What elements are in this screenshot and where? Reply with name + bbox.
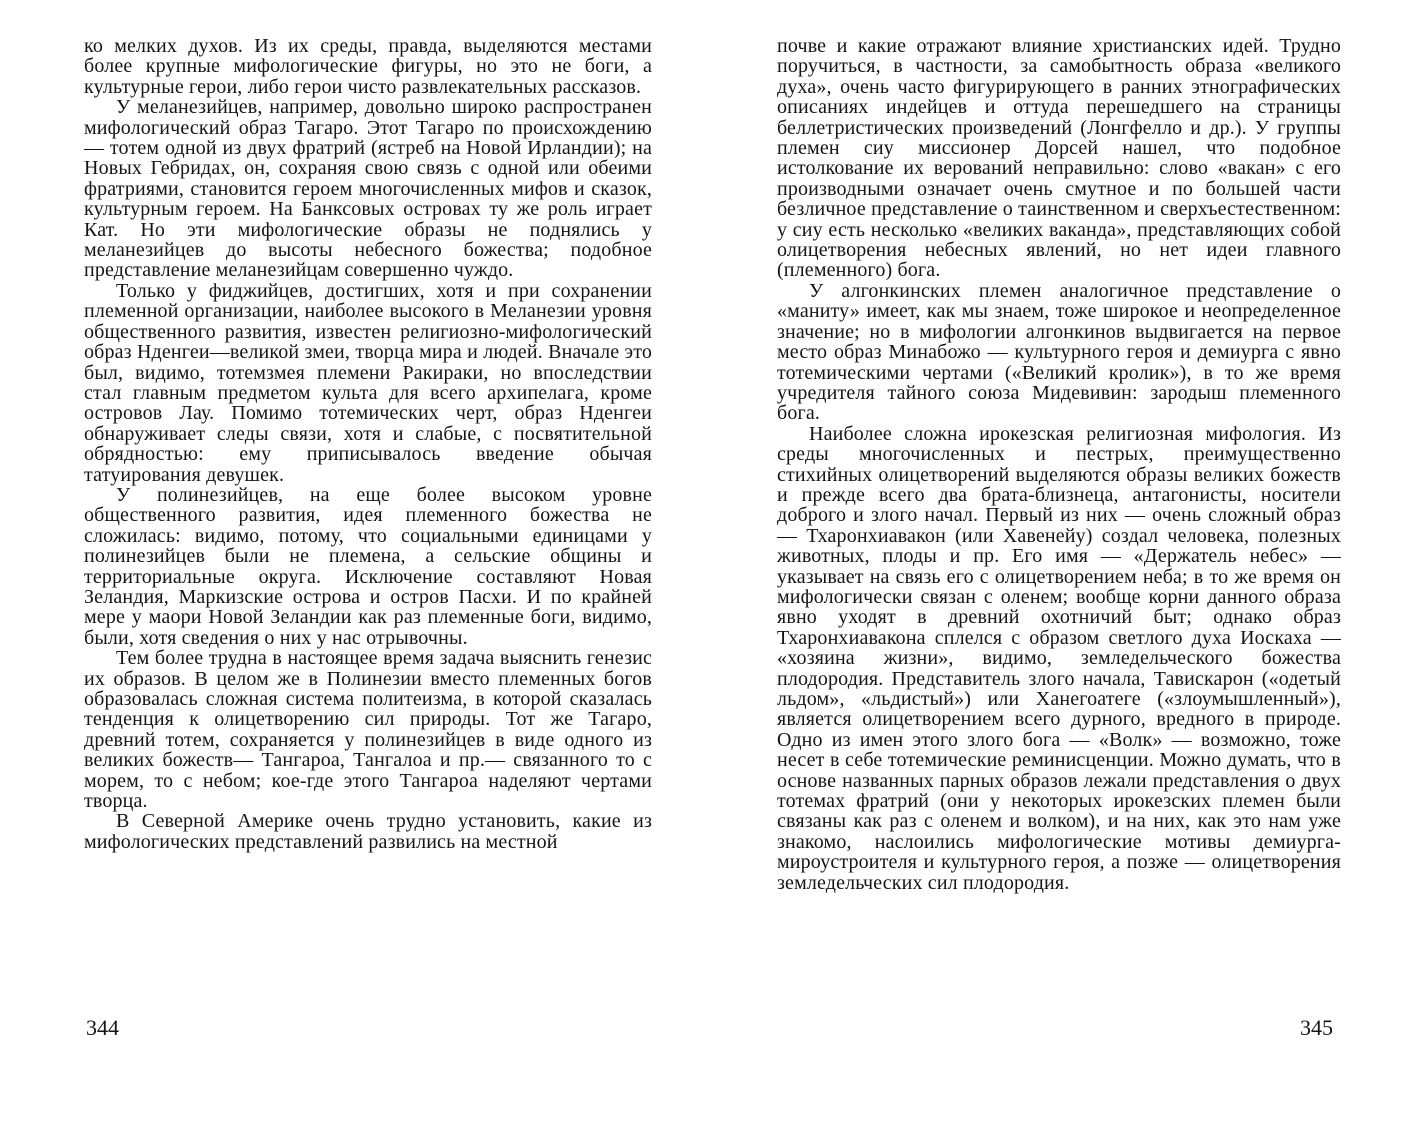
paragraph: Только у фиджийцев, достигших, хотя и при сохранении племенной организации, наиболее высокого в Меланезии уровня общественного развития, известен религиозно-мифологический образ Нденгеи—великой змеи, творца мира и людей. Вначале это был, видимо, тотемзмея племени Ракираки, но впоследствии стал главным предметом культа для всего архипелага, кроме островов Лау. Помимо тотемических черт, образ Нденгеи обнаруживает следы связи, хотя и слабые, с посвятительной обрядностью: ему приписывалось введение обычая татуирования девушек.: [84, 279, 652, 486]
paragraph: ко мелких духов. Из их среды, правда, выделяются местами более крупные мифологические фигуры, но это не боги, а культурные герои, либо герои чисто развлекательных рассказов.: [84, 35, 652, 98]
right-page-text: [777, 36, 1341, 893]
left-page-text: [84, 36, 652, 852]
paragraph: почве и какие отражают влияние христианских идей. Трудно поручиться, в частности, за самобытность образа «великого духа», очень часто фигурирующего в ранних этнографических описаниях индейцев и оттуда перешедшего на страницы беллетристических произведений (Лонгфелло и др.). У группы племен сиу миссионер Дорсей нашел, что подобное истолкование их верований неправильно: слово «вакан» с его производными означает очень смутное и по большей части безличное представление о таинственном и сверхъестественном: у сиу есть несколько «великих ваканда», представляющих собой олицетворения небесных явлений, но нет идеи главного (племенного) бога.: [777, 35, 1341, 282]
paragraph: У алгонкинских племен аналогичное представление о «маниту» имеет, как мы знаем, тоже широкое и неопределенное значение; но в мифологии алгонкинов выдвигается на первое место образ Минабожо — культурного героя и демиурга с явно тотемическими чертами («Великий кролик»), в то же время учредителя тайного союза Мидевивин: зародыш племенного бога.: [777, 279, 1341, 425]
paragraph: Наиболее сложна ирокезская религиозная мифология. Из среды многочисленных и пестрых, преимущественно стихийных олицетворений выделяются образы великих божеств и прежде всего два брата-близнеца, антагонисты, носители доброго и злого начал. Первый из них — очень сложный образ — Тхаронхиавакон (или Хавенейу) создал человека, полезных животных, плоды и пр. Его имя — «Держатель небес» — указывает на связь его с олицетворением неба; в то же время он мифологически связан с оленем; вообще корни данного образа явно уходят в древний охотничий быт; однако образ Тхаронхиавакона сплелся с образом светлого духа Иоскаха — «хозяина жизни», видимо, земледельческого божества плодородия. Представитель злого начала, Тавискарон («одетый льдом», «льдистый») или Ханегоатеге («злоумышленный»), является олицетворением всего дурного, вредного в природе. Одно из имен этого злого бога — «Волк» — возможно, тоже несет в себе тотемические реминисценции. Можно думать, что в основе названных парных образов лежали представления о двух тотемах фратрий (они у некоторых ирокезских племен были связаны как раз с оленем и волком), и на них, как это нам уже знакомо, наслоились мифологические мотивы демиурга-мироустроителя и культурного героя, а позже — олицетворения земледельческих сил плодородия.: [777, 422, 1341, 894]
paragraph: В Северной Америке очень трудно установить, какие из мифологических представлений развились на местной: [84, 810, 652, 853]
page-number-left: 344: [86, 1015, 119, 1040]
page-number-right: 345: [1300, 1015, 1333, 1040]
paragraph: Тем более трудна в настоящее время задача выяснить генезис их образов. В целом же в Полинезии вместо племенных богов образовалась сложная система политеизма, в которой сказалась тенденция к олицетворению сил природы. Тот же Тагаро, древний тотем, сохраняется у полинезийцев в виде одного из великих божеств— Тангароа, Тангалоа и пр.— связанного то с морем, то с небом; кое-где этого Тангароа наделяют чертами творца.: [84, 647, 652, 813]
left-page: [84, 36, 652, 852]
paragraph: У полинезийцев, на еще более высоком уровне общественного развития, идея племенного божества не сложилась: видимо, потому, что социальными единицами у полинезийцев были не племена, а сельские общины и территориальные округа. Исключение составляют Новая Зеландия, Маркизские острова и остров Пасхи. И по крайней мере у маори Новой Зеландии как раз племенные боги, видимо, были, хотя сведения о них у нас отрывочны.: [84, 483, 652, 649]
right-page: [777, 36, 1341, 893]
paragraph: У меланезийцев, например, довольно широко распространен мифологический образ Тагаро. Этот Тагаро по происхождению — тотем одной из двух фратрий (ястреб на Новой Ирландии); на Новых Гебридах, он, сохраняя свою связь с одной или обеими фратриями, становится героем многочисленных мифов и сказок, культурным героем. На Банксовых островах ту же роль играет Кат. Но эти мифологические образы не поднялись у меланезийцев до высоты небесного божества; подобное представление меланезийцам совершенно чуждо.: [84, 96, 652, 282]
